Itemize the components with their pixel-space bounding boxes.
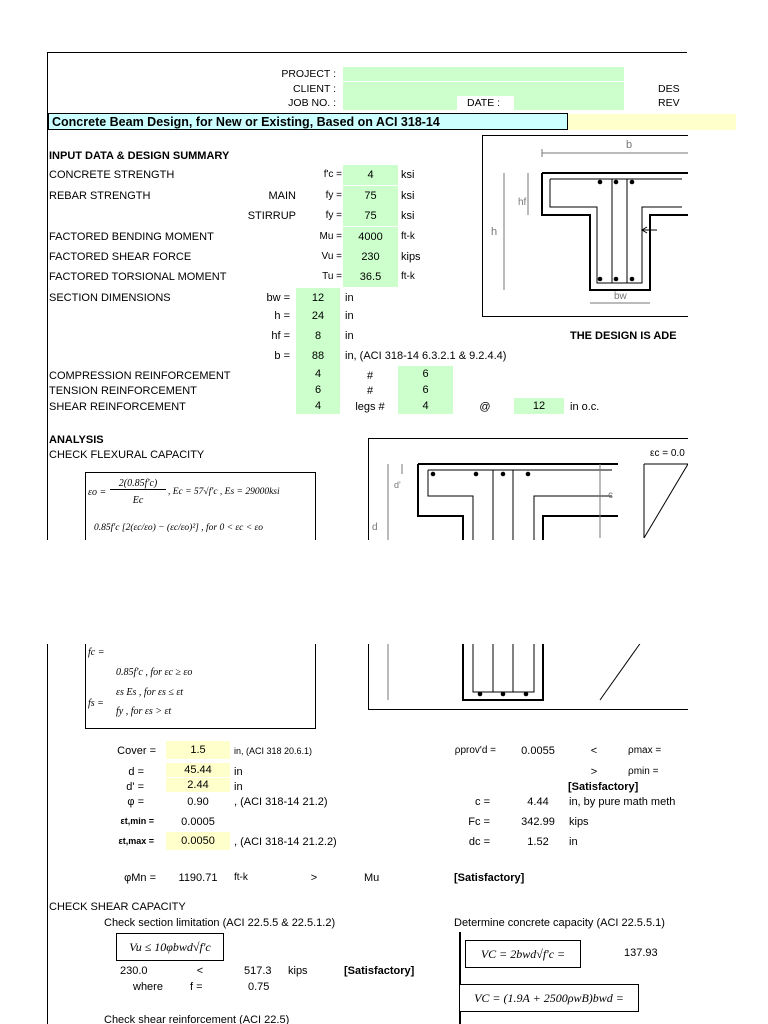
shear-force-symbol: Vu = <box>321 251 342 262</box>
bw-symbol: bw = <box>266 292 290 304</box>
vc-formula-1: VC = 2bwd√f'c = <box>465 940 581 968</box>
bw-input[interactable]: 12 <box>296 288 340 308</box>
phimn-unit: ft-k <box>234 872 248 883</box>
vu-compare: < <box>196 965 204 977</box>
dc-unit: in <box>569 836 578 848</box>
c-note: in, by pure math meth <box>569 796 676 808</box>
tension-size-input[interactable]: 6 <box>398 382 453 398</box>
d-value: 45.44 <box>166 763 230 777</box>
page-gap <box>0 540 768 644</box>
date-label: DATE : <box>467 97 501 109</box>
fs-formula-line2: fy , for εs > εt <box>116 706 172 717</box>
b-dimension-label: b <box>626 139 633 151</box>
phimn-rhs: Mu <box>364 872 380 884</box>
fc-label: Fc = <box>468 816 490 828</box>
phi-label: φ = <box>127 796 144 808</box>
fs-formula-lhs: fs = <box>88 698 104 709</box>
project-label: PROJECT : <box>281 68 336 80</box>
h-dimension-label: h <box>491 226 498 238</box>
hf-input[interactable]: 8 <box>296 326 340 346</box>
c-value: 4.44 <box>527 796 549 808</box>
dc-value: 1.52 <box>527 836 549 848</box>
concrete-strength-label: CONCRETE STRENGTH <box>49 169 175 181</box>
jobno-label: JOB NO. : <box>288 97 336 109</box>
fc-formula-lhs: fc = <box>88 647 105 658</box>
cover-label: Cover = <box>117 745 156 757</box>
rebar-top-1 <box>598 180 603 185</box>
diagram-frame <box>483 136 689 317</box>
rho-provided-label: ρprov'd = <box>454 745 496 756</box>
torsion-symbol: Tu = <box>322 271 342 282</box>
f-value: 0.75 <box>248 981 270 993</box>
rebar-bottom-3 <box>630 277 635 282</box>
fc-formula-line2: 0.85f'c , for εc ≥ εo <box>116 667 193 678</box>
et-max-input[interactable]: 0.0050 <box>166 832 230 850</box>
client-label: CLIENT : <box>293 83 336 95</box>
design-adequacy-status: THE DESIGN IS ADE <box>570 330 677 342</box>
shear-capacity-heading: CHECK SHEAR CAPACITY <box>49 901 186 913</box>
rebar-top-2 <box>614 180 619 185</box>
c-dimension-label: c <box>608 490 613 501</box>
moment-unit: ft-k <box>401 231 415 242</box>
concrete-capacity-label: Determine concrete capacity (ACI 22.5.5.1) <box>454 917 665 929</box>
moment-symbol: Mu = <box>319 231 342 242</box>
shear-reinf-check-label: Check shear reinforcement (ACI 22.5) <box>104 1014 290 1024</box>
d-label: d = <box>128 766 144 778</box>
ec-formula: , Ec = 57√f'c , Es = 29000ksi <box>168 487 280 497</box>
flexural-heading: CHECK FLEXURAL CAPACITY <box>49 449 205 461</box>
strain-rebar-top-1 <box>431 472 436 477</box>
rebar-main-input[interactable]: 75 <box>343 186 398 206</box>
et-max-label: εt,max = <box>118 836 154 846</box>
vu-limit-unit: kips <box>288 965 308 977</box>
rebar-bottom-1 <box>598 277 603 282</box>
concrete-strength-symbol: f'c = <box>323 169 342 180</box>
f-label: f = <box>190 981 203 993</box>
shear-size-input[interactable]: 4 <box>398 398 453 414</box>
concrete-strength-input[interactable]: 4 <box>343 165 398 185</box>
rebar-main-symbol: fy = <box>325 190 342 201</box>
rho-max-compare: < <box>590 745 598 757</box>
eps0-denominator: Ec <box>132 495 144 506</box>
tbeam-section-diagram <box>482 135 688 317</box>
title-bar-extension <box>568 114 736 130</box>
strain-rebar-bottom-3 <box>524 692 529 697</box>
designer-label: DES <box>658 83 680 95</box>
compression-reinf-label: COMPRESSION REINFORCEMENT <box>49 370 231 382</box>
compression-hash: # <box>366 370 374 382</box>
rebar-stirrup-input[interactable]: 75 <box>343 206 398 226</box>
tension-reinf-label: TENSION REINFORCEMENT <box>49 385 197 397</box>
shear-reinf-label: SHEAR REINFORCEMENT <box>49 401 186 413</box>
analysis-heading: ANALYSIS <box>49 434 104 446</box>
dprime-value: 2.44 <box>166 778 230 792</box>
client-field[interactable] <box>343 82 624 96</box>
h-input[interactable]: 24 <box>296 306 340 326</box>
rebar-stirrup-unit: ksi <box>401 210 415 222</box>
compression-count-input[interactable]: 4 <box>296 366 340 382</box>
jobno-field[interactable] <box>343 96 457 110</box>
shear-at-label: @ <box>479 401 491 413</box>
moment-input[interactable]: 4000 <box>343 227 398 247</box>
rebar-stirrup-label: STIRRUP <box>247 210 296 222</box>
phimn-label: φMn = <box>124 872 156 884</box>
hf-unit: in <box>345 330 354 342</box>
shear-spacing-unit: in o.c. <box>570 401 600 413</box>
c-label: c = <box>475 796 490 808</box>
rho-min-label: ρmin = <box>628 766 659 777</box>
fc-formula-line1: 0.85f'c [2(εc/εo) − (εc/εo)²] , for 0 < εc < εo <box>94 523 263 533</box>
et-min-label: εt,min = <box>120 816 154 826</box>
hf-dimension-label: hf <box>518 197 527 208</box>
torsion-input[interactable]: 36.5 <box>343 267 398 287</box>
strain-rebar-top-3 <box>501 472 506 477</box>
rebar-bottom-2 <box>614 277 619 282</box>
tension-hash: # <box>366 385 374 397</box>
phi-note: , (ACI 318-14 21.2) <box>234 796 328 808</box>
project-field[interactable] <box>343 67 624 81</box>
cover-input[interactable]: 1.5 <box>166 741 230 759</box>
shear-legs-label: legs # <box>355 401 385 413</box>
torsion-unit: ft-k <box>401 271 415 282</box>
cover-note: in, (ACI 318 20.6.1) <box>234 746 313 756</box>
vu-limit-formula: Vu ≤ 10φbwd√f'c <box>116 933 224 961</box>
rebar-stirrup-symbol: fy = <box>325 210 342 221</box>
b-note: in, (ACI 318-14 6.3.2.1 & 9.2.4.4) <box>345 350 507 362</box>
eps-c-label: εc = 0.0 <box>650 448 685 459</box>
where-label: where <box>133 981 163 993</box>
b-input[interactable]: 88 <box>296 346 340 366</box>
dprime-dimension-label: d' <box>394 480 401 490</box>
sheet-title: Concrete Beam Design, for New or Existing, Based on ACI 318-14 <box>48 113 568 130</box>
page-left-border-lower <box>47 644 48 1024</box>
eps0-formula-lhs: εo = <box>88 487 107 498</box>
phimn-compare: > <box>310 872 318 884</box>
date-field[interactable] <box>514 96 624 110</box>
rebar-strength-label: REBAR STRENGTH <box>49 190 151 202</box>
compression-size-input[interactable]: 6 <box>398 366 453 382</box>
phimn-value: 1190.71 <box>178 872 218 884</box>
rho-max-label: ρmax = <box>628 745 662 756</box>
section-limitation-label: Check section limitation (ACI 22.5.5 & 22.5.1.2) <box>104 917 336 929</box>
eps0-numerator: 2(0.85f'c) <box>110 478 166 490</box>
rho-provided-value: 0.0055 <box>521 745 555 757</box>
strain-rebar-bottom-2 <box>501 692 506 697</box>
rebar-main-unit: ksi <box>401 190 415 202</box>
vu-limit-result: [Satisfactory] <box>344 965 415 977</box>
vu-value: 230.0 <box>120 965 148 977</box>
page-top-border <box>47 52 687 53</box>
h-unit: in <box>345 310 354 322</box>
phi-value: 0.90 <box>187 796 209 808</box>
shear-force-unit: kips <box>401 251 421 263</box>
fc-unit: kips <box>569 816 589 828</box>
dprime-unit: in <box>234 781 243 793</box>
rebar-main-label: MAIN <box>268 190 296 202</box>
shear-force-input[interactable]: 230 <box>343 247 398 267</box>
h-symbol: h = <box>274 310 290 322</box>
d-dimension-label: d <box>372 522 378 533</box>
shear-force-label: FACTORED SHEAR FORCE <box>49 251 192 263</box>
phimn-result: [Satisfactory] <box>454 872 525 884</box>
shear-spacing-input[interactable]: 12 <box>514 398 564 414</box>
vu-limit-value: 517.3 <box>244 965 272 977</box>
strain-rebar-top-2 <box>474 472 479 477</box>
input-heading: INPUT DATA & DESIGN SUMMARY <box>49 150 230 162</box>
strain-rebar-bottom-1 <box>478 692 483 697</box>
torsion-label: FACTORED TORSIONAL MOMENT <box>49 271 227 283</box>
dprime-label: d' = <box>126 781 144 793</box>
rebar-top-3 <box>630 180 635 185</box>
vc-value: 137.93 <box>624 947 658 959</box>
shear-legs-input[interactable]: 4 <box>296 398 340 414</box>
strain-rebar-top-4 <box>526 472 531 477</box>
fs-formula-line1: εs Es , for εs ≤ εt <box>116 687 184 698</box>
hf-symbol: hf = <box>271 330 290 342</box>
bw-dimension-label: bw <box>614 291 627 302</box>
concrete-strength-unit: ksi <box>401 169 415 181</box>
vc-formula-2: VC = (1.9A + 2500ρwB)bwd = <box>459 984 639 1012</box>
rho-min-compare: > <box>590 766 598 778</box>
moment-label: FACTORED BENDING MOMENT <box>49 231 214 243</box>
et-max-note: , (ACI 318-14 21.2.2) <box>234 836 337 848</box>
section-dimensions-label: SECTION DIMENSIONS <box>49 292 171 304</box>
d-unit: in <box>234 766 243 778</box>
fc-value: 342.99 <box>521 816 555 828</box>
tension-count-input[interactable]: 6 <box>296 382 340 398</box>
rho-satisfactory: [Satisfactory] <box>568 781 639 793</box>
dc-label: dc = <box>468 836 490 848</box>
b-symbol: b = <box>274 350 290 362</box>
revision-label: REV <box>658 97 680 109</box>
bw-unit: in <box>345 292 354 304</box>
et-min-value: 0.0005 <box>181 816 215 828</box>
